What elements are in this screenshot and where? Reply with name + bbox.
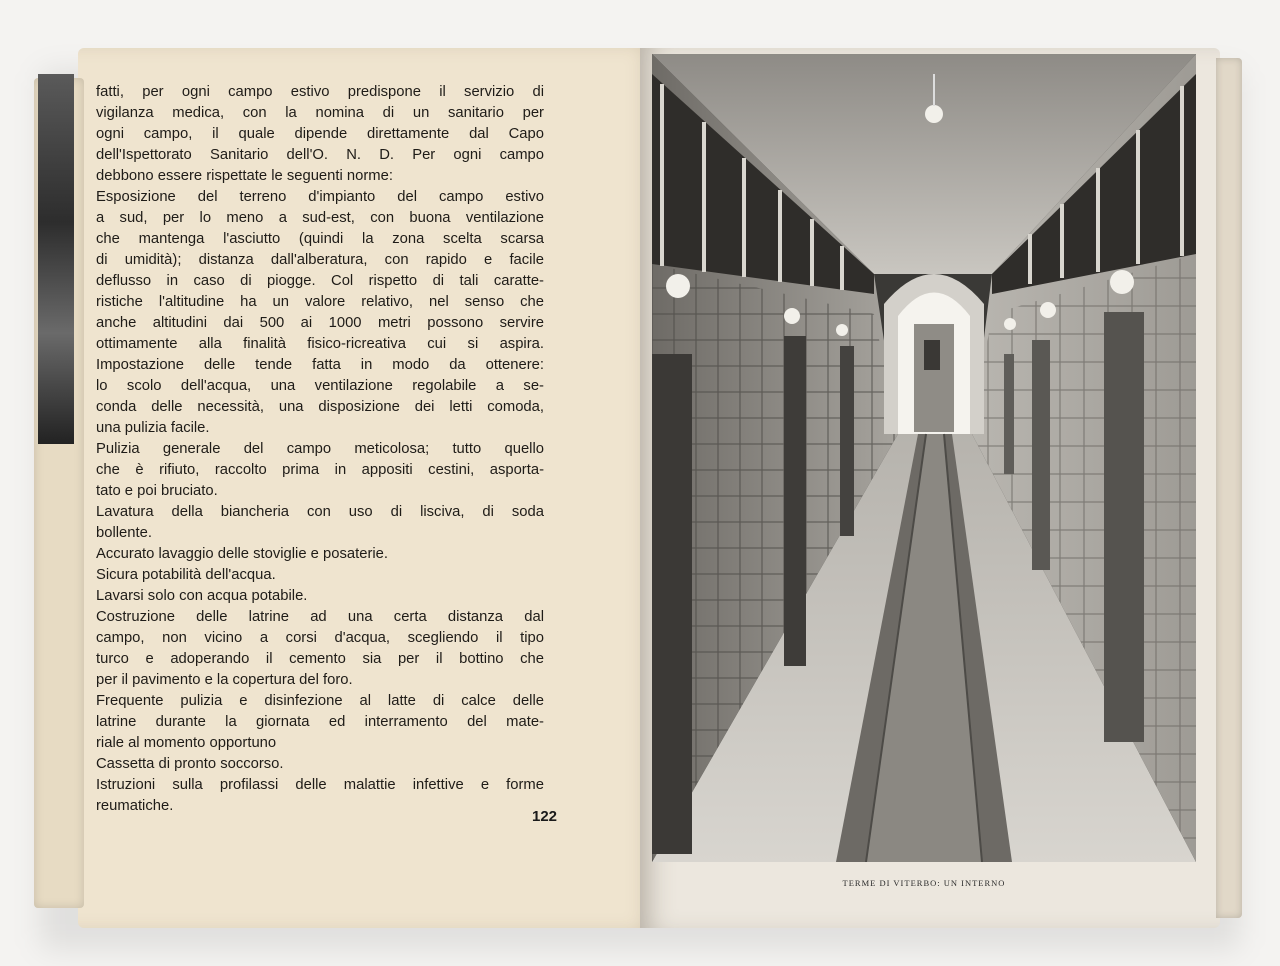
text-line: Cassetta di pronto soccorso. — [96, 756, 284, 772]
photo-caption: TERME DI VITERBO: UN INTERNO — [842, 878, 1006, 888]
text-line: Lavatura della biancheria con uso di lisciva, di soda — [96, 504, 544, 520]
text-line: di umidità); distanza dall'alberatura, con rapido e facile — [96, 252, 544, 268]
previous-page-photo-edge — [38, 74, 74, 444]
text-line: Costruzione delle latrine ad una certa distanza dal — [96, 609, 544, 625]
corridor-illustration — [652, 54, 1196, 862]
text-line: ogni campo, il quale dipende direttamente dal Capo — [96, 126, 544, 142]
text-line: campo, non vicino a corsi d'acqua, scegliendo il tipo — [96, 630, 544, 646]
text-line: che è rifiuto, raccolto prima in appositi cestini, asporta- — [96, 462, 544, 478]
page-number: 122 — [532, 808, 558, 825]
text-line: vigilanza medica, con la nomina di un sanitario per — [96, 105, 544, 121]
text-line: anche altitudini dai 500 ai 1000 metri possono servire — [96, 315, 544, 331]
text-line: dell'Ispettorato Sanitario dell'O. N. D. Per ogni campo — [96, 147, 544, 163]
text-line: che mantenga l'asciutto (quindi la zona scelta scarsa — [96, 231, 544, 247]
corridor-photo — [652, 54, 1196, 862]
text-line: Lavarsi solo con acqua potabile. — [96, 588, 308, 604]
text-line: Accurato lavaggio delle stoviglie e posaterie. — [96, 546, 389, 562]
text-line: ristiche l'altitudine ha un valore relativo, nel senso che — [96, 294, 544, 310]
text-line: bollente. — [96, 525, 152, 541]
text-line: latrine durante la giornata ed interramento del mate- — [96, 714, 544, 730]
text-line: a sud, per lo meno a sud-est, con buona ventilazione — [96, 210, 544, 226]
text-line: turco e adoperando il cemento sia per il bottino che — [96, 651, 544, 667]
text-line: ottimamente alla finalità fisico-ricreativa cui si aspira. — [96, 336, 544, 352]
left-page-text — [96, 82, 544, 817]
text-line: riale al momento opportuno — [96, 735, 277, 751]
text-line: debbono essere rispettate le seguenti norme: — [96, 168, 393, 184]
text-line: fatti, per ogni campo estivo predispone il servizio di — [96, 84, 544, 100]
text-line: Sicura potabilità dell'acqua. — [96, 567, 276, 583]
text-line: Esposizione del terreno d'impianto del campo estivo — [96, 189, 544, 205]
text-line: per il pavimento e la copertura del foro. — [96, 672, 353, 688]
text-line: Istruzioni sulla profilassi delle malattie infettive e forme — [96, 777, 544, 793]
text-line: deflusso in caso di piogge. Col rispetto di tali caratte- — [96, 273, 544, 289]
text-line: reumatiche. — [96, 798, 174, 814]
text-line: lo scolo dell'acqua, una ventilazione regolabile a se- — [96, 378, 544, 394]
text-line: Frequente pulizia e disinfezione al latte di calce delle — [96, 693, 544, 709]
text-line: tato e poi bruciato. — [96, 483, 218, 499]
text-line: Pulizia generale del campo meticolosa; tutto quello — [96, 441, 544, 457]
text-line: Impostazione delle tende fatta in modo da ottenere: — [96, 357, 544, 373]
text-line: una pulizia facile. — [96, 420, 210, 436]
text-line: conda delle necessità, una disposizione dei letti comoda, — [96, 399, 544, 415]
